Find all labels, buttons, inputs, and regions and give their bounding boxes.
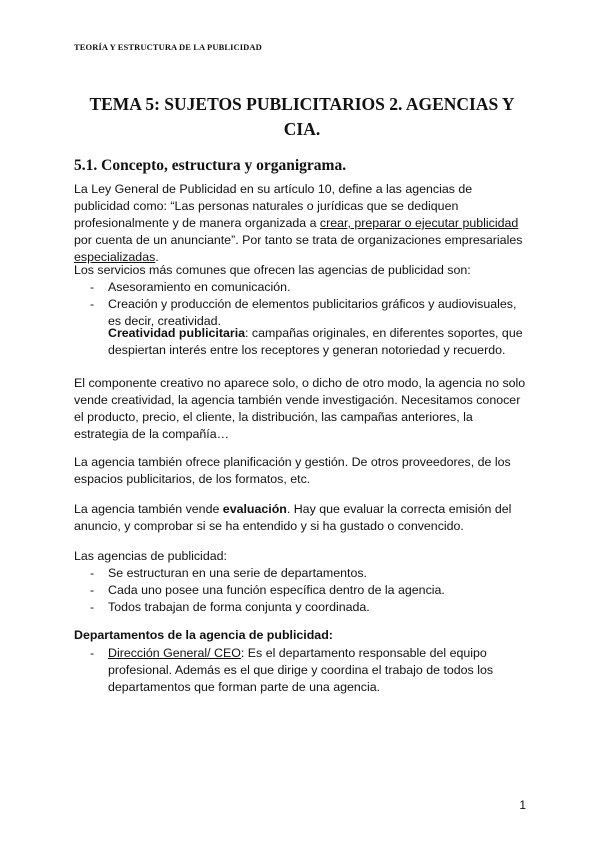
dash-marker: - [90, 583, 95, 597]
paragraph-creative-component: El componente creativo no aparece solo, o dicho de otro modo, la agencia no solo vende creatividad, la agencia también vende investigación. Necesitamos conocer el producto, precio, el cliente, la distribución, las campañas anteriores, la estrategia de la compañía… [74, 376, 526, 441]
section-heading: 5.1. Concepto, estructura y organigrama. [74, 157, 347, 174]
dash-marker: - [90, 280, 95, 294]
department-item: - Dirección General/ CEO: Es el departamento responsable del equipo profesional. Además es el que dirige y coordina el trabajo de todos los departamentos que forman parte de una agencia. [90, 646, 494, 694]
dash-marker: - [90, 566, 95, 580]
list-item: - Asesoramiento en comunicación. [90, 280, 291, 294]
dash-marker: - [90, 600, 95, 614]
creativity-definition: Creatividad publicitaria: campañas originales, en diferentes soportes, que despiertan interés entre los receptores y generan notoriedad y recuerdo. [108, 326, 523, 357]
dash-marker: - [90, 297, 95, 311]
list-item: - Todos trabajan de forma conjunta y coordinada. [90, 600, 370, 614]
document-title: TEMA 5: SUJETOS PUBLICITARIOS 2. AGENCIAS Y CIA. [89, 94, 515, 139]
underlined-word: especializadas [74, 250, 156, 264]
creativity-term: Creatividad publicitaria [108, 326, 246, 340]
services-lead: Los servicios más comunes que ofrecen las agencias de publicidad son: [74, 263, 471, 277]
running-header: TEORÍA Y ESTRUCTURA DE LA PUBLICIDAD [74, 42, 262, 52]
list-item: - Creación y producción de elementos publicitarios gráficos y audiovisuales, es decir, creatividad. [90, 297, 517, 328]
intro-paragraph: La Ley General de Publicidad en su artículo 10, define a las agencias de publicidad como: “Las personas naturales o jurídicas que se dediquen profesionalmente y de manera organizada a crear, preparar o ejecutar publicidad por cuenta de un anunciante”. Por tanto se trata de organizaciones empresariales especializadas. [74, 182, 523, 264]
paragraph-planning: La agencia también ofrece planificación y gestión. De otros proveedores, de los espacios publicitarios, de los formatos, etc. [74, 455, 511, 486]
paragraph-evaluation: La agencia también vende evaluación. Hay que evaluar la correcta emisión del anuncio, y comprobar si se ha entendido y si ha gustado o convencido. [74, 502, 512, 533]
department-name: Dirección General/ CEO [108, 646, 241, 660]
departments-heading: Departamentos de la agencia de publicidad: [74, 628, 333, 642]
list-item: - Cada uno posee una función específica dentro de la agencia. [90, 583, 445, 597]
underlined-phrase: crear, preparar o ejecutar publicidad [319, 216, 519, 230]
page-number: 1 [519, 798, 526, 812]
agencies-lead: Las agencias de publicidad: [74, 549, 227, 563]
dash-marker: - [90, 646, 95, 660]
evaluation-term: evaluación [222, 502, 287, 516]
list-item: - Se estructuran en una serie de departamentos. [90, 566, 367, 580]
